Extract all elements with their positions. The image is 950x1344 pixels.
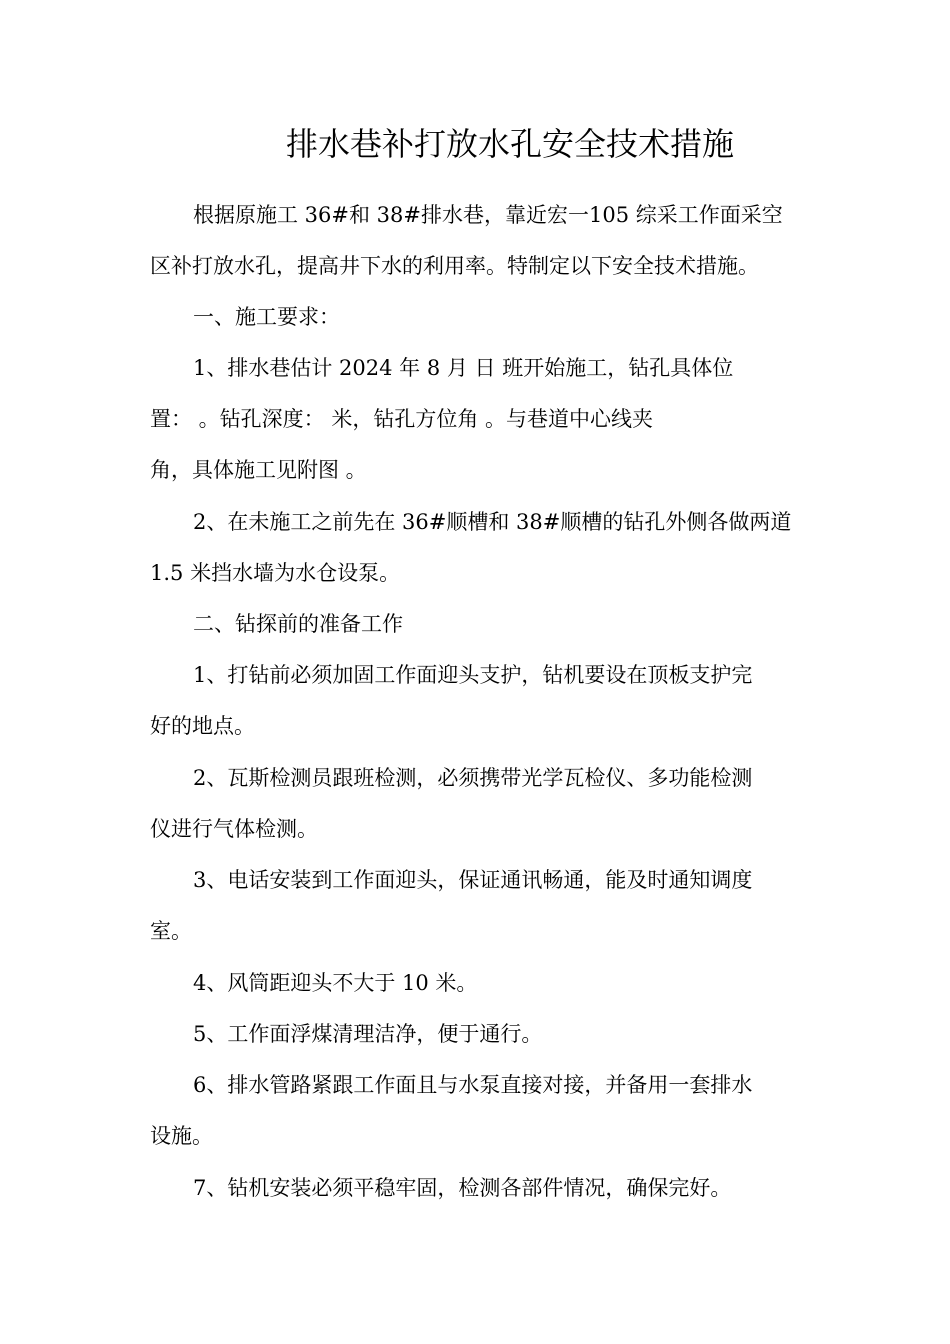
document-title: 排水巷补打放水孔安全技术措施 [285, 125, 734, 163]
prep-item-7: 7、钻机安装必须平稳牢固，检测各部件情况，确保完好。 [193, 1176, 732, 1200]
prep-item-2-line-2: 仪进行气体检测。 [150, 817, 318, 841]
prep-item-5: 5、工作面浮煤清理洁净，便于通行。 [193, 1022, 543, 1046]
paragraph-intro-line-1: 根据原施工 36#和 38#排水巷，靠近宏一105 综采工作面采空 [193, 203, 783, 227]
item-2-line-2: 1.5 米挡水墙为水仓设泵。 [150, 561, 401, 585]
section-heading-preparation: 二、钻探前的准备工作 [193, 612, 403, 636]
prep-item-3-line-2: 室。 [150, 919, 192, 943]
section-heading-requirements: 一、施工要求： [193, 305, 340, 329]
prep-item-6-line-2: 设施。 [150, 1124, 213, 1148]
prep-item-1-line-2: 好的地点。 [150, 714, 255, 738]
prep-item-6-line-1: 6、排水管路紧跟工作面且与水泵直接对接，并备用一套排水 [193, 1073, 753, 1097]
paragraph-intro-line-2: 区补打放水孔，提高井下水的利用率。特制定以下安全技术措施。 [150, 254, 759, 278]
item-1-line-3: 角，具体施工见附图 。 [150, 458, 367, 482]
item-1-line-1: 1、排水巷估计 2024 年 8 月 日 班开始施工，钻孔具体位 [193, 356, 734, 380]
item-1-line-2: 置： 。钻孔深度： 米，钻孔方位角 。与巷道中心线夹 [150, 407, 654, 431]
prep-item-1-line-1: 1、打钻前必须加固工作面迎头支护，钻机要设在顶板支护完 [193, 663, 753, 687]
prep-item-2-line-1: 2、瓦斯检测员跟班检测，必须携带光学瓦检仪、多功能检测 [193, 766, 753, 790]
prep-item-3-line-1: 3、电话安装到工作面迎头，保证通讯畅通，能及时通知调度 [193, 868, 753, 892]
prep-item-4: 4、风筒距迎头不大于 10 米。 [193, 971, 478, 995]
item-2-line-1: 2、在未施工之前先在 36#顺槽和 38#顺槽的钻孔外侧各做两道 [193, 510, 792, 534]
